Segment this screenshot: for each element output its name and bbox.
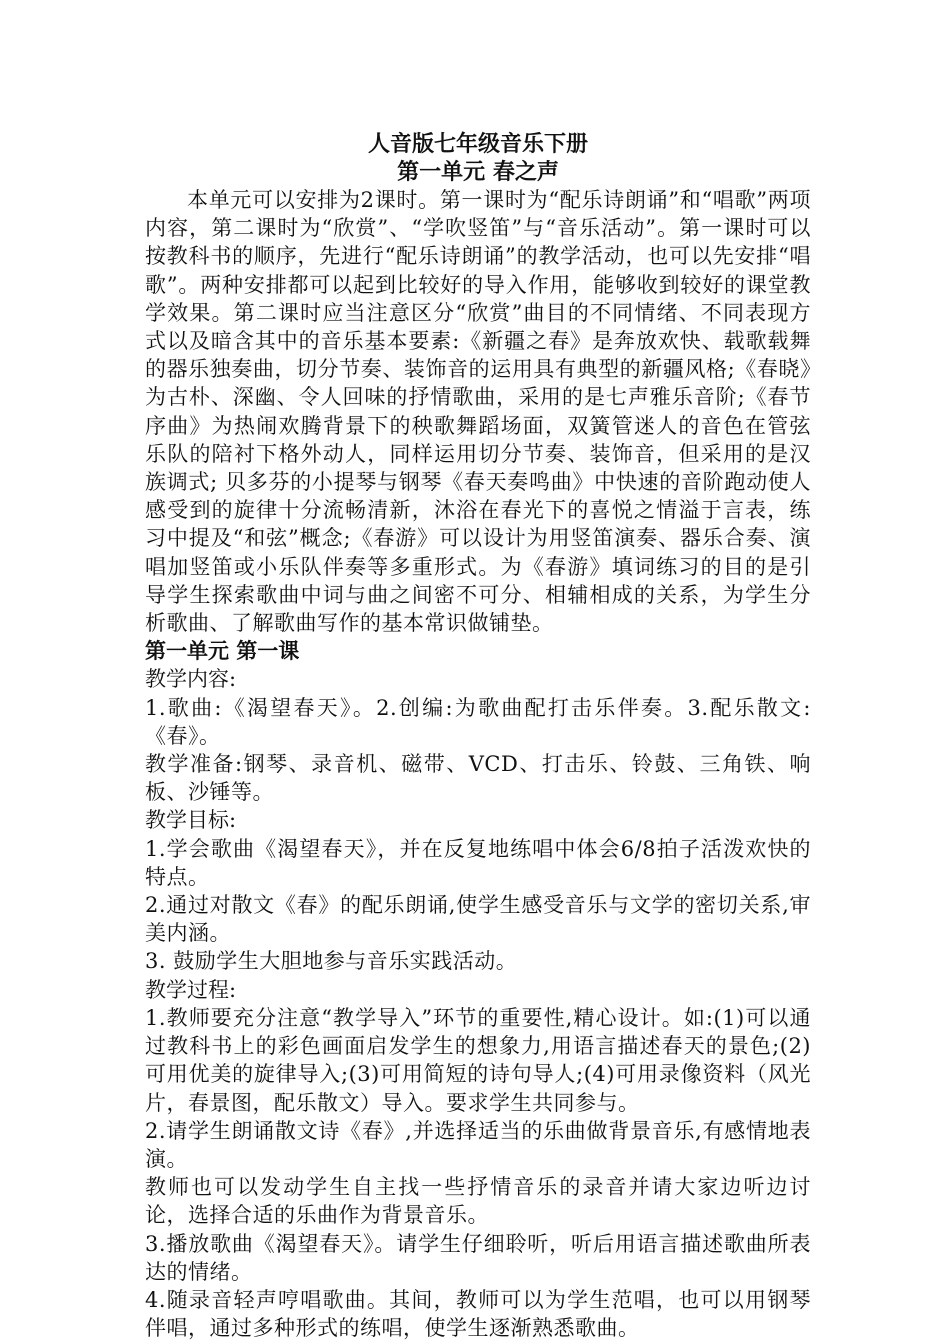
process-step-1: 1.教师要充分注意“教学导入”环节的重要性,精心设计。如:(1)可以通过教科书上的彩色画面启发学生的想象力,用语言描述春天的景色;(2)可用优美的旋律导入;(3)可用简短的诗句导人;(4)可用录像资料（风光片，春景图，配乐散文）导入。要求学生共同参与。 <box>145 1005 811 1115</box>
goal-item-1: 1.学会歌曲《渴望春天》，并在反复地练唱中体会6/8拍子活泼欢快的特点。 <box>145 836 811 889</box>
content-label: 教学内容: <box>145 667 237 692</box>
unit-title: 第一单元 春之声 <box>397 159 559 185</box>
unit-intro-paragraph: 本单元可以安排为2课时。第一课时为“配乐诗朗诵”和“唱歌”两项内容，第二课时为“欣赏”、“学吹竖笛”与“音乐活动”。第一课时可以按教科书的顺序，先进行“配乐诗朗诵”的教学活动，也可以先安排“唱歌”。两种安排都可以起到比较好的导入作用，能够收到较好的课堂教学效果。第二课时应当注意区分“欣赏”曲目的不同情绪、不同表现方式以及暗含其中的音乐基本要素:《新疆之春》是奔放欢快、载歌载舞的器乐独奏曲，切分节奏、装饰音的运用具有典型的新疆风格;《春晓》为古朴、深幽、令人回味的抒情歌曲，采用的是七声雅乐音阶;《春节序曲》为热闹欢腾背景下的秧歌舞蹈场面，双簧管迷人的音色在管弦乐队的陪衬下格外动人，同样运用切分节奏、装饰音，但采用的是汉族调式; 贝多芬的小提琴与钢琴《春天奏鸣曲》中快速的音阶跑动使人感受到的旋律十分流畅清新，沐浴在春光下的喜悦之情溢于言表，练习中提及“和弦”概念;《春游》可以设计为用竖笛演奏、器乐合奏、演唱加竖笛或小乐队伴奏等多重形式。为《春游》填词练习的目的是引导学生探索歌曲中词与曲之间密不可分、相辅相成的关系，为学生分析歌曲、了解歌曲写作的基本常识做铺垫。 <box>145 188 811 636</box>
process-step-4: 4.随录音轻声哼唱歌曲。其间，教师可以为学生范唱，也可以用钢琴伴唱，通过多种形式的练唱，使学生逐渐熟悉歌曲。 <box>145 1287 811 1341</box>
document-page <box>145 130 811 1342</box>
process-step-2: 2.请学生朗诵散文诗《春》,并选择适当的乐曲做背景音乐,有感情地表演。 <box>145 1118 811 1171</box>
goals-label: 教学目标: <box>145 808 237 833</box>
goal-item-3: 3. 鼓励学生大胆地参与音乐实践活动。 <box>145 949 518 974</box>
content-text: 1.歌曲:《渴望春天》。2.创编:为歌曲配打击乐伴奏。3.配乐散文:《春》。 <box>145 695 811 748</box>
lesson-heading: 第一单元 第一课 <box>145 638 300 664</box>
goal-item-2: 2.通过对散文《春》的配乐朗诵,使学生感受音乐与文学的密切关系,审美内涵。 <box>145 893 811 946</box>
process-label: 教学过程: <box>145 977 237 1002</box>
prep-text: 教学准备:钢琴、录音机、磁带、VCD、打击乐、铃鼓、三角铁、响板、沙锤等。 <box>145 752 811 805</box>
document-title: 人音版七年级音乐下册 <box>367 131 588 157</box>
process-step-2-note: 教师也可以发动学生自主找一些抒情音乐的录音并请大家边听边讨论，选择合适的乐曲作为背景音乐。 <box>145 1175 811 1228</box>
process-step-3: 3.播放歌曲《渴望春天》。请学生仔细聆听，听后用语言描述歌曲所表达的情绪。 <box>145 1231 811 1284</box>
